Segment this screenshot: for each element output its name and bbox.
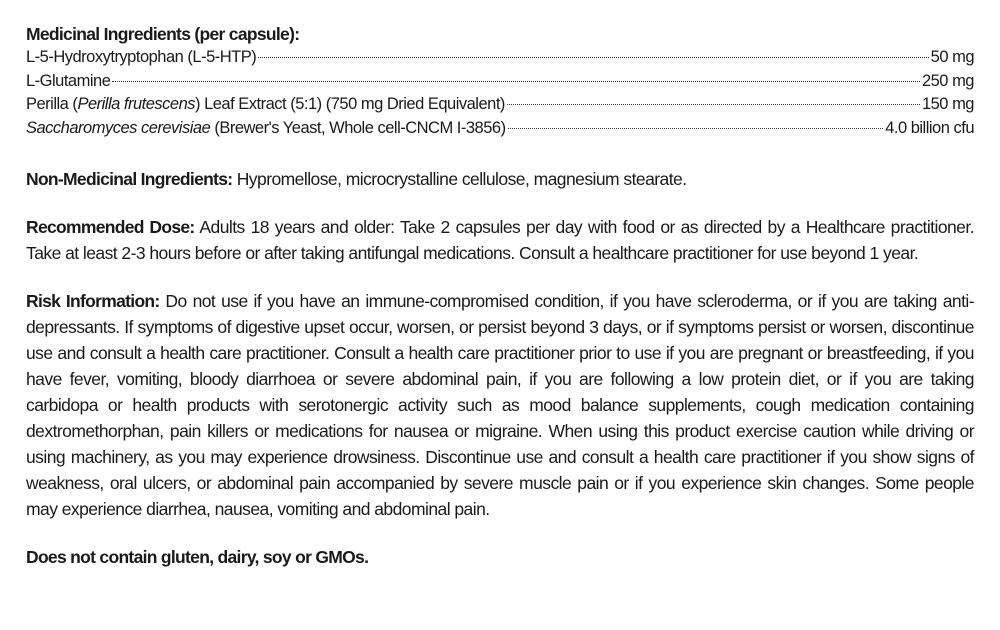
dot-leader [507, 104, 920, 105]
product-label-document [26, 22, 974, 570]
ingredient-row [26, 93, 974, 117]
dot-leader [258, 57, 928, 58]
recommended-dose-label: Recommended Dose: [26, 217, 195, 237]
non-medicinal-ingredients [26, 166, 974, 192]
ingredient-amount: 50 mg [930, 48, 974, 66]
ingredient-name: Perilla (Perilla frutescens) Leaf Extract (5:1) (750 mg Dried Equivalent) [26, 95, 505, 113]
ingredient-row [26, 46, 974, 70]
ingredient-name: L-5-Hydroxytryptophan (L-5-HTP) [26, 48, 257, 66]
recommended-dose [26, 214, 974, 266]
ingredient-amount: 150 mg [921, 95, 974, 113]
ingredient-row [26, 117, 974, 141]
ingredient-name: L-Glutamine [26, 71, 111, 90]
non-medicinal-label: Non-Medicinal Ingredients: [26, 169, 233, 189]
ingredient-amount: 4.0 billion cfu [885, 118, 974, 137]
risk-information [26, 288, 974, 522]
risk-information-text: Do not use if you have an immune-compromised condition, if you have scleroderma, or if you are taking anti-depressants. If symptoms of digestive upset occur, worsen, or persist beyond 3 days, or if symptoms persist or worsen, discontinue use and consult a health care practitioner. Consult a health care practitioner prior to use if you are pregnant or breastfeeding, if you have fever, vomiting, bloody diarrhoea or severe abdominal pain, if you are following a low protein diet, or if you are taking carbidopa or health products with serotonergic activity such as mood balance supplements, cough medication containing dextromethorphan, pain killers or medications for nausea or migraine. When using this product exercise caution while driving or using machinery, as you may experience drowsiness. Discontinue use and consult a health care practitioner if you show signs of weakness, oral ulcers, or abdominal pain accompanied by severe muscle pain or if you experience skin changes. Some people may experience diarrhea, nausea, vomiting and abdominal pain. [26, 291, 974, 519]
medicinal-ingredients-heading: Medicinal Ingredients (per capsule): [26, 24, 300, 44]
ingredient-name: Saccharomyces cerevisiae (Brewer's Yeast, Whole cell-CNCM I-3856) [26, 118, 506, 137]
dot-leader [112, 81, 920, 82]
dot-leader [508, 128, 884, 129]
recommended-dose-text: Adults 18 years and older: Take 2 capsules per day with food or as directed by a Healthcare practitioner. Take at least 2-3 hours before or after taking antifungal medications. Consult a healthcare practitioner for use beyond 1 year. [26, 217, 974, 263]
medicinal-ingredients-list [26, 46, 974, 140]
ingredient-row [26, 70, 974, 94]
allergen-statement: Does not contain gluten, dairy, soy or GMOs. [26, 547, 369, 567]
non-medicinal-text: Hypromellose, microcrystalline cellulose, magnesium stearate. [232, 169, 687, 189]
risk-information-label: Risk Information: [26, 291, 160, 311]
ingredient-amount: 250 mg [921, 71, 974, 90]
